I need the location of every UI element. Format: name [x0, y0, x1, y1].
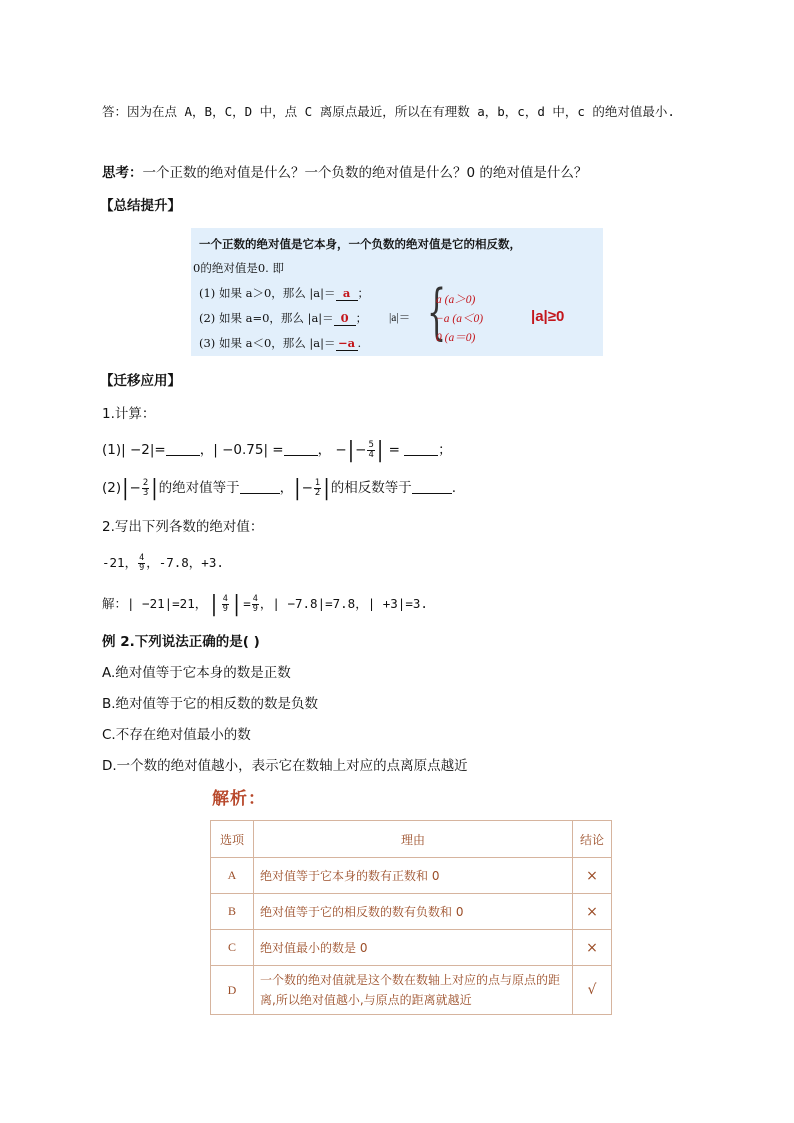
q2-title: 2.写出下列各数的绝对值： — [102, 519, 264, 535]
cross-icon: × — [573, 930, 612, 966]
q1-part1-expr3: ， − — [317, 442, 347, 458]
row-reason: 绝对值最小的数是 0 — [254, 930, 573, 966]
brace-icon: { — [427, 277, 447, 347]
rule3-text: (3) 如果 a＜0，那么 |a|＝ — [199, 336, 336, 350]
thinking-label: 思考： — [102, 165, 143, 181]
q1-part1-expr2: ，| −0.75| = — [199, 442, 284, 458]
q1-part2-text1: 的绝对值等于 — [158, 480, 240, 496]
abs-bar-icon: | — [230, 591, 243, 617]
q1-part2 — [102, 475, 457, 501]
solution-part1: 解：| −21|=21， — [102, 596, 208, 611]
example2-option-d: D.一个数的绝对值越小，表示它在数轴上对应的点离原点越近 — [102, 758, 468, 774]
example2-option-c: C.不存在绝对值最小的数 — [102, 727, 251, 743]
q1-part1: (1)| −2|= ，| −0.75| = ， −|− $\frac{5}{4}$ | = ； — [102, 437, 452, 463]
fraction: $\frac{4}{9}$ — [252, 594, 258, 614]
header-conclusion: 结论 — [573, 821, 612, 858]
rule3-answer: −a — [336, 336, 358, 351]
table-row — [211, 930, 612, 966]
rule2-text: (2) 如果 a=0，那么 |a|＝ — [199, 311, 334, 325]
fraction: $\frac{1}{2}$ — [314, 477, 321, 498]
summary-line2: 0的绝对值是0. 即 — [193, 261, 284, 275]
summary-box — [191, 228, 603, 356]
row-reason: 绝对值等于它的相反数的数有负数和 0 — [254, 894, 573, 930]
solution-part2: ，| −7.8|=7.8，| +3|=3. — [259, 596, 428, 611]
fraction: $\frac{4}{9}$ — [222, 594, 228, 614]
rule2-end: ； — [355, 311, 368, 325]
q1-part1-expr1: | −2|= — [121, 442, 166, 458]
row-option: B — [211, 894, 254, 930]
header-option: 选项 — [211, 821, 254, 858]
q2-numbers — [102, 553, 224, 573]
abs-bar-icon: | — [376, 437, 384, 463]
equals: = — [243, 596, 251, 611]
answer-blank[interactable] — [412, 479, 452, 494]
q1-title: 1.计算： — [102, 406, 156, 422]
rule1-end: ； — [357, 286, 370, 300]
row-option: A — [211, 858, 254, 894]
check-icon: √ — [573, 966, 612, 1015]
rule1-text: (1) 如果 a＞0，那么 |a|＝ — [199, 286, 336, 300]
migration-heading: 【迁移应用】 — [100, 373, 181, 389]
comma: ， — [279, 480, 294, 496]
minus-sign: − — [301, 480, 313, 496]
table-row — [211, 966, 612, 1015]
header-reason: 理由 — [254, 821, 573, 858]
nonnegative-property: |a|≥0 — [531, 308, 565, 325]
rule3-end: . — [357, 336, 362, 350]
q1-part1-end: ； — [438, 442, 452, 458]
q1-part2-text2: 的相反数等于 — [330, 480, 412, 496]
summary-line1: 一个正数的绝对值是它本身，一个负数的绝对值是它的相反数， — [199, 237, 521, 251]
example2-title: 例 2.下列说法正确的是( ) — [102, 634, 260, 650]
table-row — [211, 894, 612, 930]
piecewise-definition — [389, 277, 519, 348]
table-row — [211, 858, 612, 894]
thinking-question — [102, 163, 587, 183]
summary-heading: 【总结提升】 — [100, 198, 181, 214]
summary-rule3 — [199, 335, 361, 351]
rule2-answer: 0 — [334, 311, 356, 326]
piecewise-case-3: 0 (a＝0) — [436, 332, 476, 344]
abs-bar-icon: | — [151, 475, 158, 501]
example2-option-b: B.绝对值等于它的相反数的数是负数 — [102, 696, 319, 712]
q1-part1-label: (1) — [102, 442, 122, 458]
abs-bar-icon: | — [323, 475, 330, 501]
number-1: -21， — [102, 555, 138, 570]
piecewise-case-2: −a (a＜0) — [436, 313, 484, 325]
row-option: D — [211, 966, 254, 1015]
piecewise-lhs: |a|＝ — [389, 312, 411, 324]
summary-rule2 — [199, 310, 367, 326]
fraction: $\frac{5}{4}$ — [368, 439, 374, 460]
answer-blank[interactable] — [166, 441, 200, 456]
abs-bar-icon: | — [208, 591, 220, 617]
analysis-title: 解析： — [212, 789, 266, 809]
numbers-rest: ，-7.8，+3. — [146, 555, 224, 570]
answer-blank[interactable] — [284, 441, 318, 456]
table-header-row — [211, 821, 612, 858]
piecewise-case-1: a (a＞0) — [436, 294, 476, 306]
abs-bar-icon: | — [294, 475, 301, 501]
answer-blank[interactable] — [404, 441, 438, 456]
fraction: $\frac{2}{3}$ — [142, 477, 149, 498]
answer-blank[interactable] — [240, 479, 280, 494]
thinking-text: 一个正数的绝对值是什么？一个负数的绝对值是什么？0 的绝对值是什么？ — [142, 165, 588, 181]
row-reason: 一个数的绝对值就是这个数在数轴上对应的点与原点的距离,所以绝对值越小,与原点的距离就越近 — [254, 966, 573, 1015]
minus-sign: − — [129, 480, 141, 496]
answer-line: 答：因为在点 A，B，C，D 中，点 C 离原点最近，所以在有理数 a，b，c，d 中，c 的绝对值最小. — [102, 104, 675, 119]
rule1-answer: a — [336, 286, 358, 301]
q1-part2-label: (2) — [102, 480, 122, 496]
cross-icon: × — [573, 894, 612, 930]
period: . — [451, 480, 457, 496]
example2-option-a: A.绝对值等于它本身的数是正数 — [102, 665, 291, 681]
fraction: $\frac{4}{9}$ — [139, 553, 145, 573]
q2-solution — [102, 591, 428, 617]
cross-icon: × — [573, 858, 612, 894]
abs-bar-icon: | — [122, 475, 129, 501]
summary-rule1 — [199, 285, 369, 301]
row-option: C — [211, 930, 254, 966]
row-reason: 绝对值等于它本身的数有正数和 0 — [254, 858, 573, 894]
abs-bar-icon: | — [347, 437, 355, 463]
q1-part1-eq: = — [388, 442, 400, 458]
analysis-table — [210, 820, 612, 1015]
